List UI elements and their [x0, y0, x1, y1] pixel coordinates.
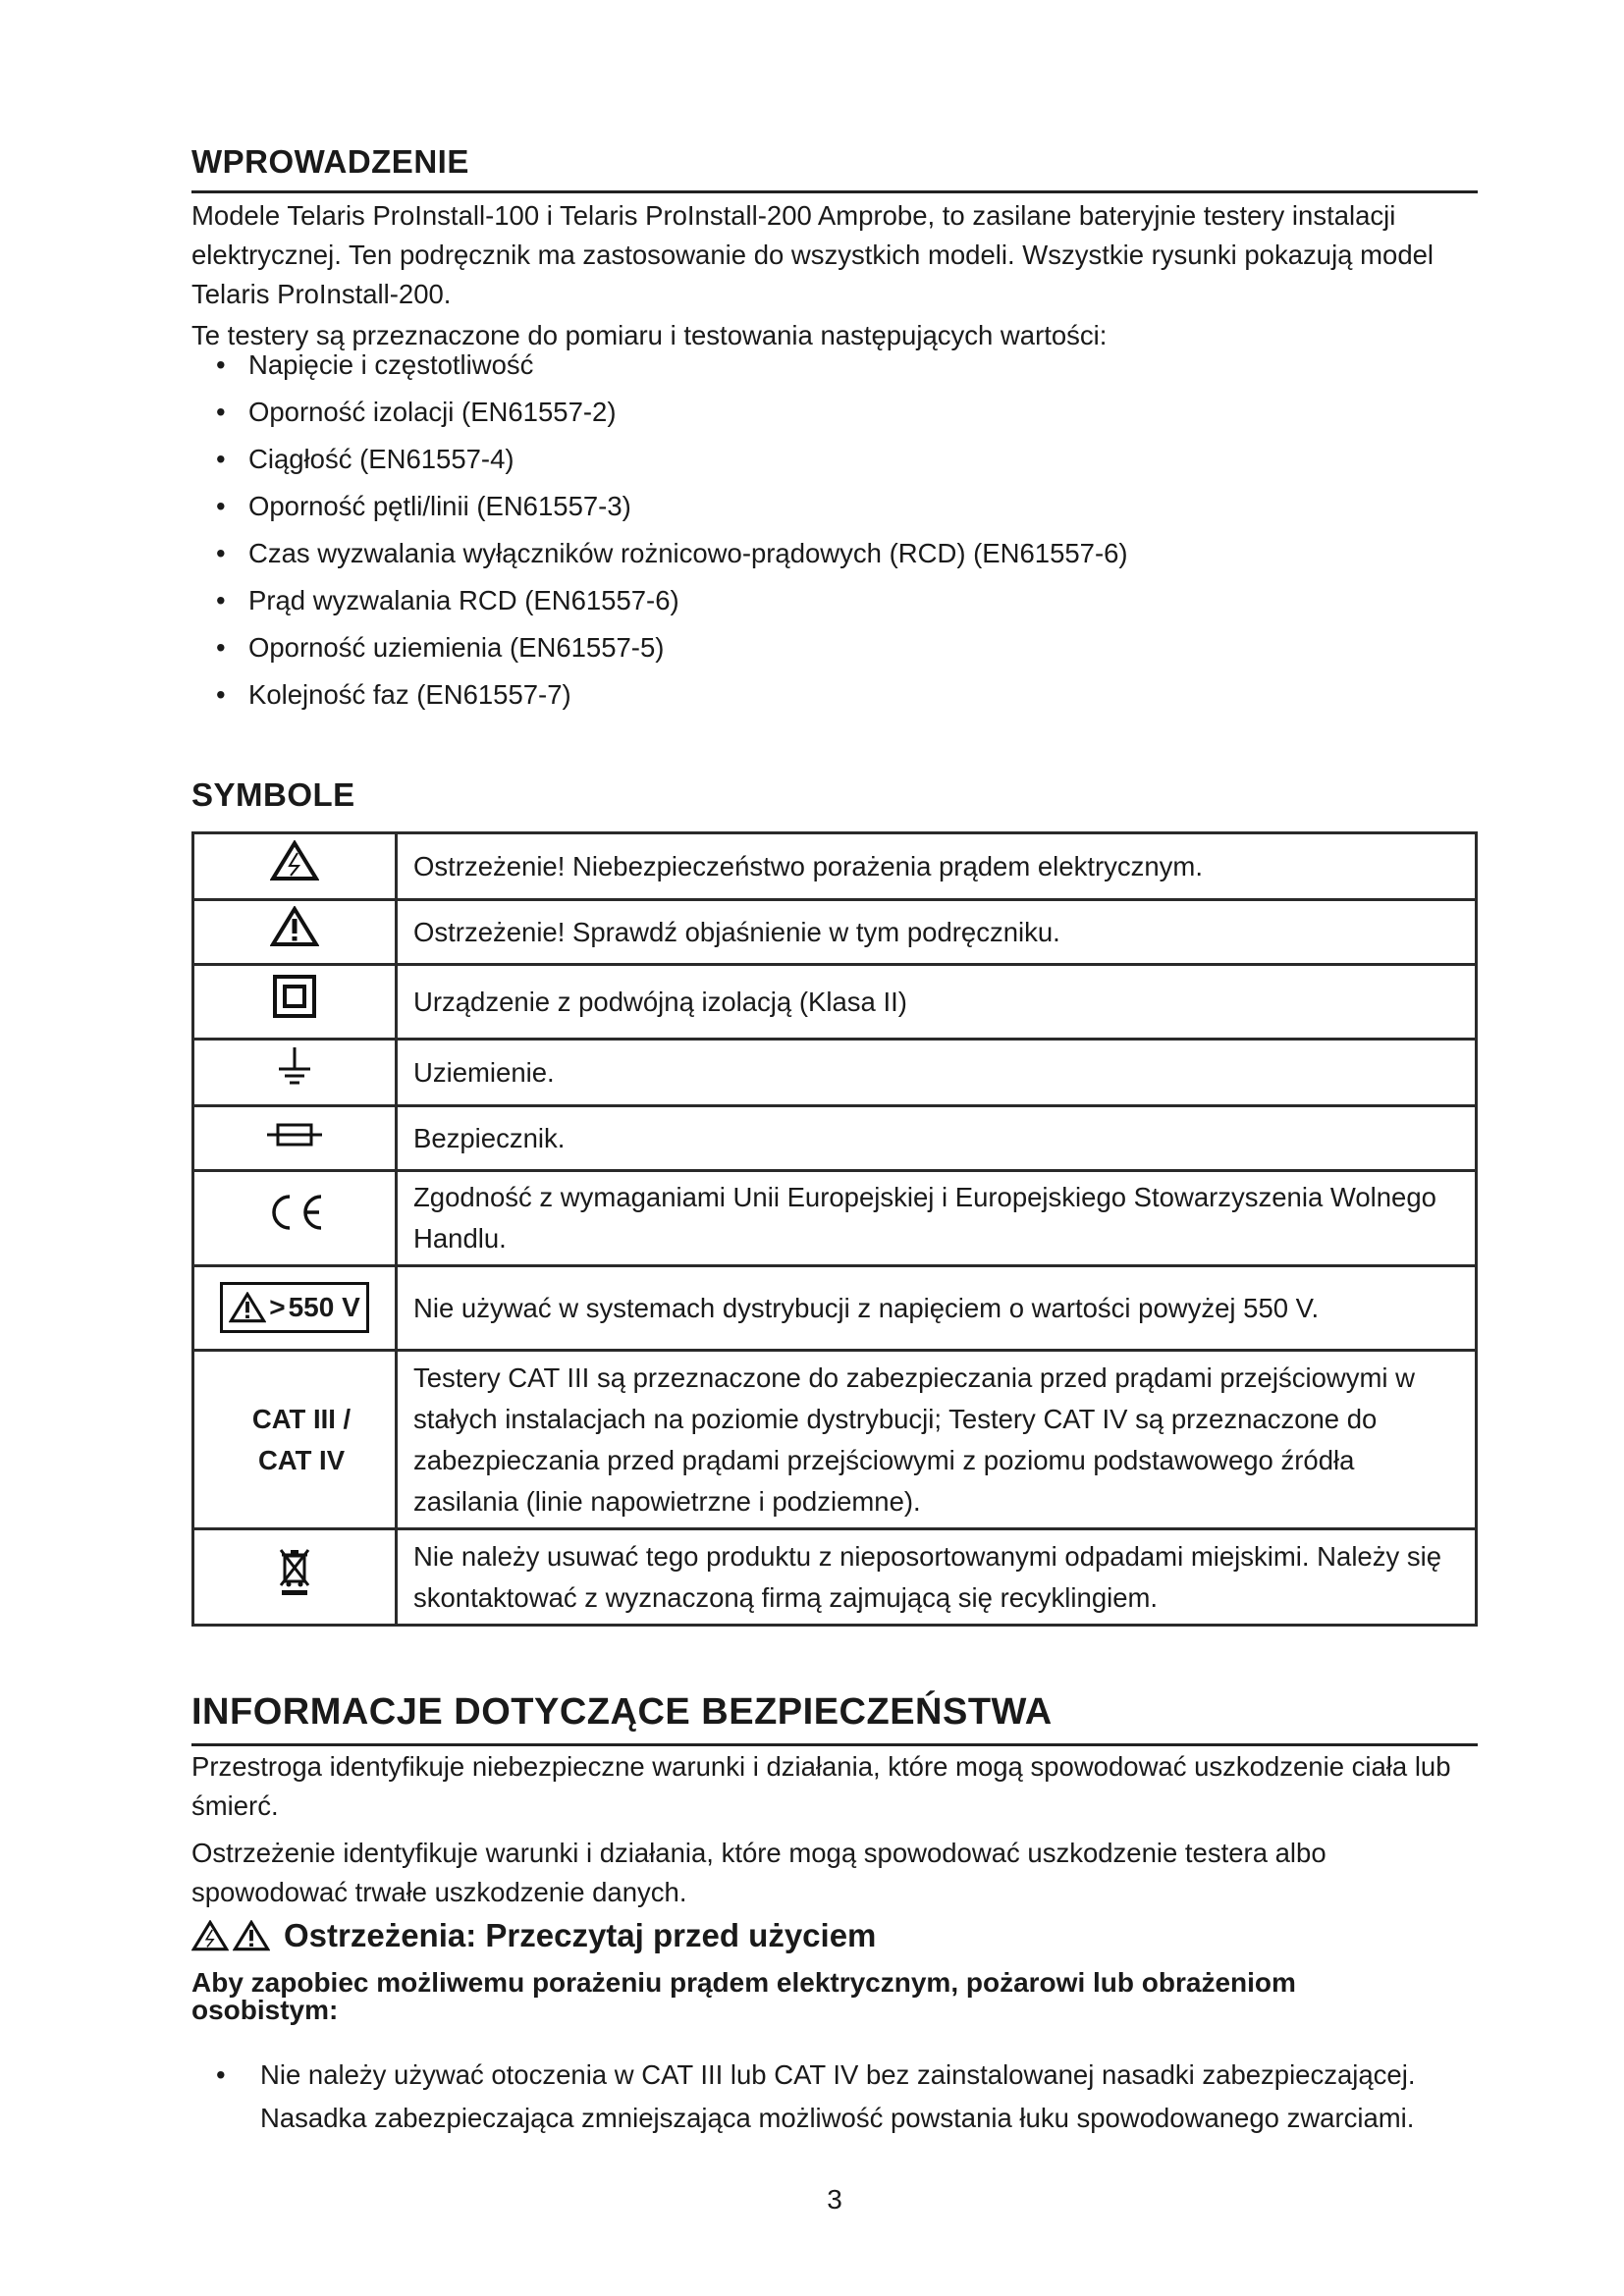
list-item: • Oporność uziemienia (EN61557-5) — [191, 628, 1478, 667]
max-voltage-value: 550 V — [288, 1291, 360, 1322]
list-item: • Oporność izolacji (EN61557-2) — [191, 393, 1478, 432]
safety-paragraph-2: Ostrzeżenie identyfikuje warunki i działania, które mogą spowodować uszkodzenie testera albo spowodować trwałe uszkodzenie danych. — [191, 1838, 1326, 1907]
intro-paragraph-2: Te testery są przeznaczone do pomiaru i testowania następujących wartości: — [191, 320, 1108, 350]
warnings-title: Ostrzeżenia: Przeczytaj przed użyciem — [284, 1917, 877, 1953]
cat-label-1: CAT III / — [251, 1403, 352, 1434]
symbols-table — [191, 831, 1478, 1627]
symbol-description: Nie należy usuwać tego produktu z nieposortowanymi odpadami miejskimi. Należy się skontaktować z wyznaczoną firmą zajmującą się recyklingiem. — [397, 1529, 1477, 1626]
electric-shock-warning-icon — [191, 1920, 229, 1951]
cat-label-2: CAT IV — [257, 1444, 346, 1475]
list-item: • Kolejność faz (EN61557-7) — [191, 675, 1478, 715]
table-row — [193, 1266, 1477, 1351]
electric-shock-warning-icon — [270, 840, 319, 881]
table-row — [193, 1529, 1477, 1626]
fuse-icon — [266, 1122, 323, 1148]
table-row — [193, 1171, 1477, 1266]
symbol-description: Bezpiecznik. — [397, 1106, 1477, 1171]
symbols-title: SYMBOLE — [191, 776, 355, 813]
table-row — [193, 1351, 1477, 1529]
double-insulation-icon — [273, 975, 316, 1018]
caution-warning-icon — [233, 1920, 270, 1951]
warnings-intro-line-2: osobistym: — [191, 1995, 339, 2025]
symbol-description: Urządzenie z podwójną izolacją (Klasa II) — [397, 965, 1477, 1040]
page-number: 3 — [827, 2184, 842, 2215]
list-item: • Prąd wyzwalania RCD (EN61557-6) — [191, 581, 1478, 620]
safety-paragraph-1: Przestroga identyfikuje niebezpieczne warunki i działania, które mogą spowodować uszkodzenie ciała lub śmierć. — [191, 1751, 1451, 1821]
warnings-heading — [191, 1917, 876, 1954]
intro-paragraph-1: Modele Telaris ProInstall-100 i Telaris ProInstall-200 Amprobe, to zasilane bateryjnie testery instalacji elektrycznej. Ten podręcznik ma zastosowanie do wszystkich modeli. Wszystkie rysunki pokazują model Telaris ProInstall-200. — [191, 200, 1435, 309]
intro-title: WPROWADZENIE — [191, 143, 469, 180]
symbol-description: Ostrzeżenie! Sprawdź objaśnienie w tym podręczniku. — [397, 900, 1477, 965]
caution-warning-icon — [270, 906, 319, 947]
symbol-description: Uziemienie. — [397, 1040, 1477, 1106]
symbol-description: Ostrzeżenie! Niebezpieczeństwo porażenia prądem elektrycznym. — [397, 833, 1477, 900]
ce-mark-icon — [260, 1191, 329, 1234]
ground-icon — [275, 1045, 314, 1089]
list-item: • Oporność pętli/linii (EN61557-3) — [191, 487, 1478, 526]
intro-rule — [191, 190, 1478, 193]
warnings-list — [191, 2054, 1478, 2140]
safety-rule — [191, 1743, 1478, 1746]
table-row — [193, 900, 1477, 965]
list-item: • Nie należy używać otoczenia w CAT III lub CAT IV bez zainstalowanej nasadki zabezpieczającej. Nasadka zabezpieczająca zmniejszająca możliwość powstania łuku spowodowanego zwarciami. — [191, 2054, 1478, 2140]
caution-warning-icon — [229, 1292, 266, 1323]
symbol-description: Testery CAT III są przeznaczone do zabezpieczania przed prądami przejściowymi w stałych instalacjach na poziomie dystrybucji; Testery CAT IV są przeznaczone do zabezpieczania przed prądami przejściowymi z poziomu podstawowego źródła zasilania (linie napowietrzne i podziemne). — [397, 1351, 1477, 1529]
table-row — [193, 965, 1477, 1040]
table-row — [193, 1040, 1477, 1106]
warnings-intro-line-1: Aby zapobiec możliwemu porażeniu prądem elektrycznym, pożarowi lub obrażeniom — [191, 1967, 1296, 1998]
list-item: • Ciągłość (EN61557-4) — [191, 440, 1478, 479]
max-voltage-icon: > 550 V — [220, 1282, 369, 1333]
intro-list — [191, 346, 1478, 715]
table-row — [193, 1106, 1477, 1171]
list-item: • Napięcie i częstotliwość — [191, 346, 1478, 385]
table-row — [193, 833, 1477, 900]
symbol-description: Zgodność z wymaganiami Unii Europejskiej i Europejskiego Stowarzyszenia Wolnego Handlu. — [397, 1171, 1477, 1266]
list-item: • Czas wyzwalania wyłączników rożnicowo-prądowych (RCD) (EN61557-6) — [191, 534, 1478, 573]
weee-bin-icon — [278, 1546, 311, 1597]
symbol-description: Nie używać w systemach dystrybucji z napięciem o wartości powyżej 550 V. — [397, 1266, 1477, 1351]
safety-title: INFORMACJE DOTYCZĄCE BEZPIECZEŃSTWA — [191, 1691, 1053, 1733]
